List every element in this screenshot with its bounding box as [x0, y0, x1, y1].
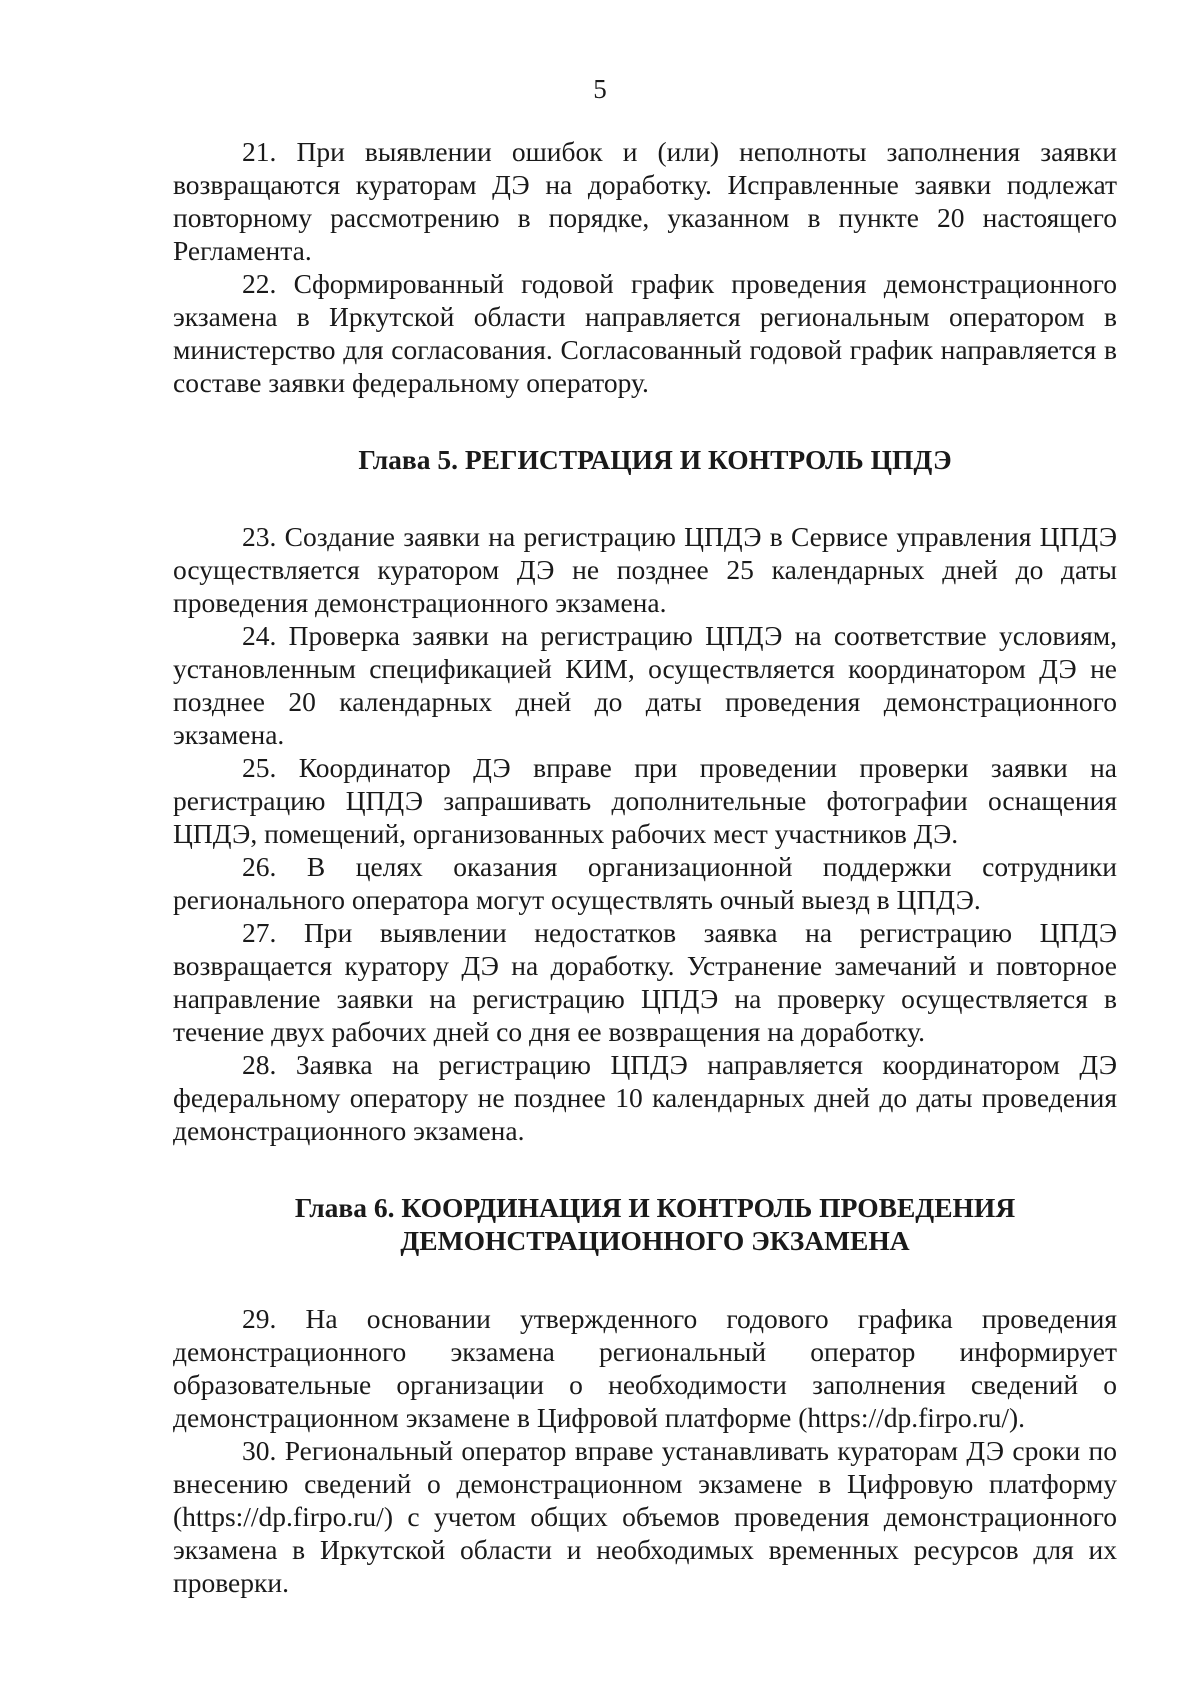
paragraph-22: 22. Сформированный годовой график проведения демонстрационного экзамена в Иркутской области направляется региональным оператором в министерство для согласования. Согласованный годовой график направляется в составе заявки федеральному оператору.	[173, 268, 1117, 398]
paragraph-24: 24. Проверка заявки на регистрацию ЦПДЭ на соответствие условиям, установленным спецификацией КИМ, осуществляется координатором ДЭ не позднее 20 календарных дней до даты проведения демонстрационного экзамена.	[173, 620, 1117, 750]
paragraph-25: 25. Координатор ДЭ вправе при проведении проверки заявки на регистрацию ЦПДЭ запрашивать дополнительные фотографии оснащения ЦПДЭ, помещений, организованных рабочих мест участников ДЭ.	[173, 752, 1117, 849]
paragraph-28: 28. Заявка на регистрацию ЦПДЭ направляется координатором ДЭ федеральному оператору не позднее 10 календарных дней до даты проведения демонстрационного экзамена.	[173, 1049, 1117, 1146]
paragraph-23: 23. Создание заявки на регистрацию ЦПДЭ в Сервисе управления ЦПДЭ осуществляется куратором ДЭ не позднее 25 календарных дней до даты проведения демонстрационного экзамена.	[173, 521, 1117, 618]
page-number: 5	[593, 74, 607, 104]
paragraph-27: 27. При выявлении недостатков заявка на регистрацию ЦПДЭ возвращается куратору ДЭ на доработку. Устранение замечаний и повторное направление заявки на регистрацию ЦПДЭ на проверку осуществляется в течение двух рабочих дней со дня ее возвращения на доработку.	[173, 917, 1117, 1047]
chapter-6-heading-line-2: ДЕМОНСТРАЦИОННОГО ЭКЗАМЕНА	[400, 1225, 910, 1256]
paragraph-26: 26. В целях оказания организационной поддержки сотрудники регионального оператора могут осуществлять очный выезд в ЦПДЭ.	[173, 851, 1117, 915]
document-body	[173, 135, 1117, 1599]
chapter-6-heading	[173, 1191, 1117, 1257]
chapter-5-heading: Глава 5. РЕГИСТРАЦИЯ И КОНТРОЛЬ ЦПДЭ	[358, 444, 952, 475]
paragraph-21: 21. При выявлении ошибок и (или) неполноты заполнения заявки возвращаются кураторам ДЭ на доработку. Исправленные заявки подлежат повторному рассмотрению в порядке, указанном в пункте 20 настоящего Регламента.	[173, 136, 1117, 266]
paragraph-30: 30. Региональный оператор вправе устанавливать кураторам ДЭ сроки по внесению сведений о демонстрационном экзамене в Цифровую платформу (https://dp.firpo.ru/) с учетом общих объемов проведения демонстрационного экзамена в Иркутской области и необходимых временных ресурсов для их проверки.	[173, 1435, 1117, 1598]
paragraph-29: 29. На основании утвержденного годового графика проведения демонстрационного экзамена региональный оператор информирует образовательные организации о необходимости заполнения сведений о демонстрационном экзамене в Цифровой платформе (https://dp.firpo.ru/).	[173, 1303, 1117, 1433]
chapter-6-heading-line-1: Глава 6. КООРДИНАЦИЯ И КОНТРОЛЬ ПРОВЕДЕНИЯ	[294, 1192, 1016, 1223]
